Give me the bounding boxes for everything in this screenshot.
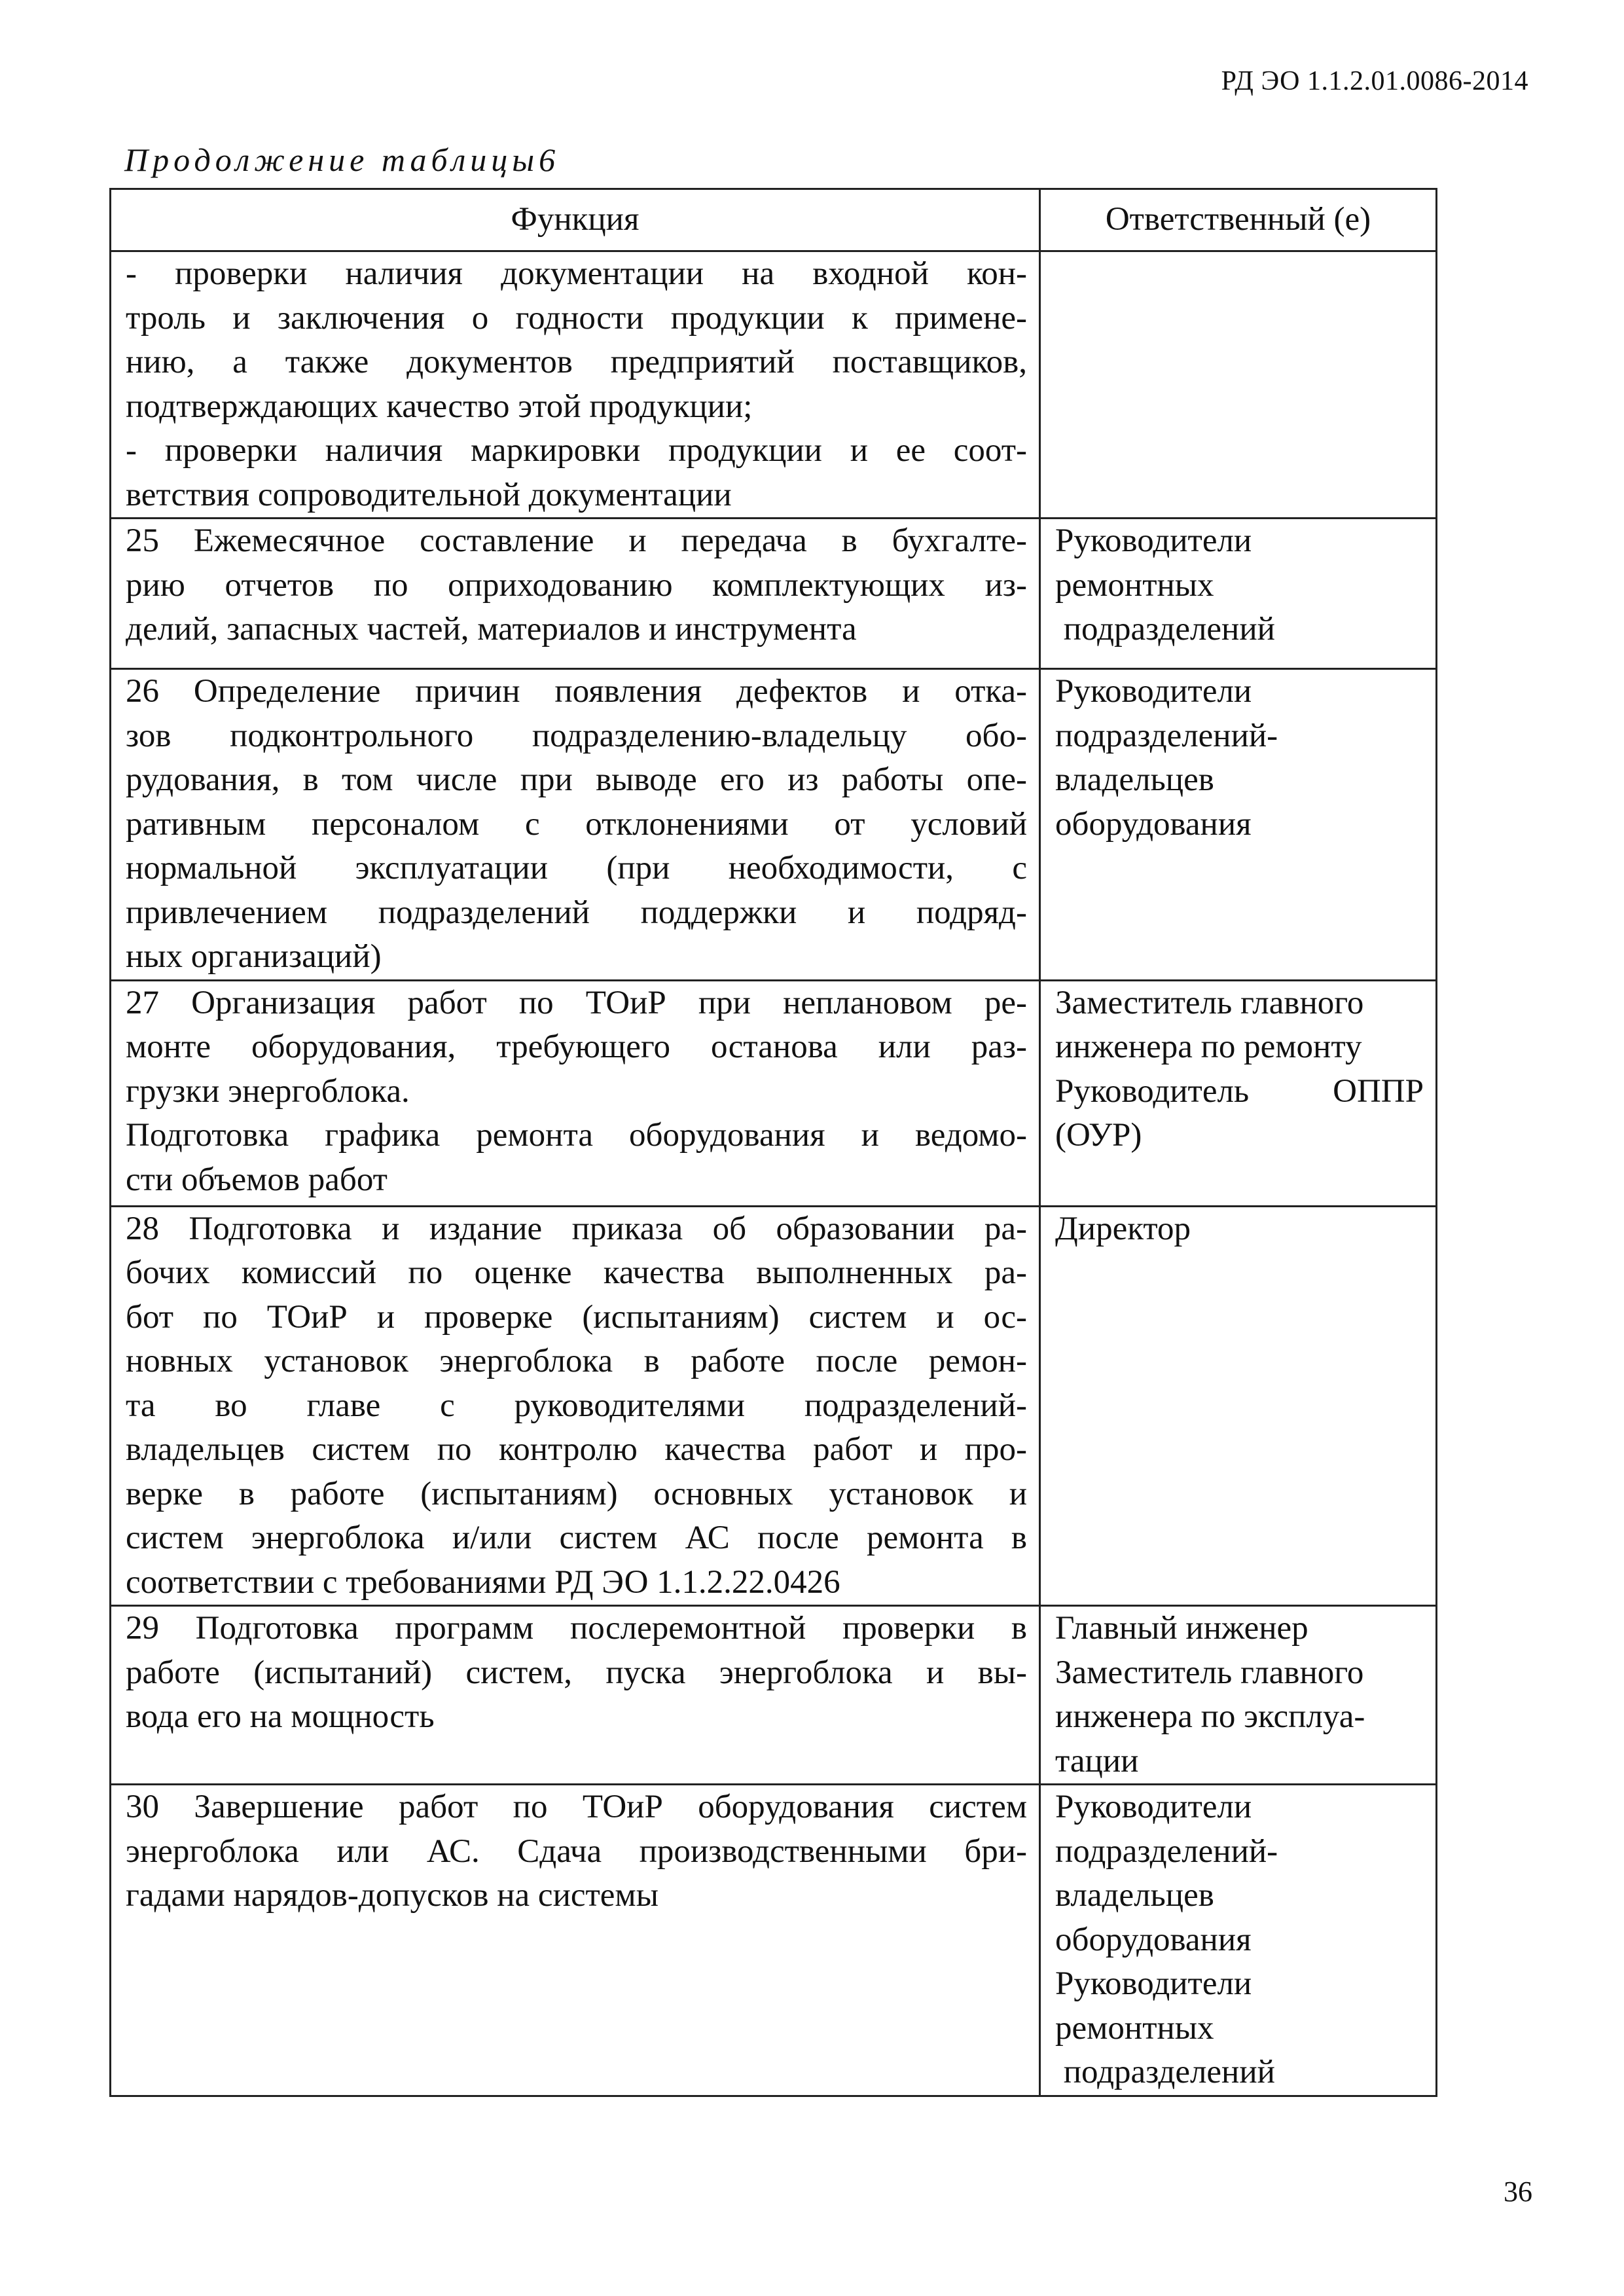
responsible-text-line: инженера по ремонту (1055, 1029, 1362, 1065)
table-row (111, 1785, 1437, 2096)
table-row (111, 1606, 1437, 1785)
responsible-cell (1040, 1785, 1437, 2096)
function-text-line: нию, а также документов предприятий поставщиков, (126, 344, 1027, 380)
responsible-text-line: Руководители (1055, 1965, 1252, 2002)
function-text-line: - проверки наличия маркировки продукции и ее соот- (126, 432, 1027, 469)
function-text-line: монте оборудования, требующего останова или раз- (126, 1029, 1027, 1065)
function-text-line: 27 Организация работ по ТОиР при неплановом ре- (126, 984, 1027, 1021)
function-text-line: та во главе с руководителями подразделений- (126, 1387, 1027, 1424)
document-code: РД ЭО 1.1.2.01.0086-2014 (1221, 66, 1528, 96)
responsible-text-line: оборудования (1055, 805, 1252, 843)
responsible-cell (1040, 1206, 1437, 1606)
responsible-text-line: оборудования (1055, 1921, 1252, 1958)
function-text-line: систем энергоблока и/или систем АС после ремонта в (126, 1520, 1027, 1556)
function-text-line: Подготовка графика ремонта оборудования и ведомо- (126, 1117, 1027, 1154)
responsible-text-line: Руководитель ОППР (1055, 1072, 1424, 1110)
responsible-text-line: Руководители (1055, 522, 1252, 559)
function-text-line: энергоблока или АС. Сдача производственными бри- (126, 1832, 1027, 1870)
function-text-line: привлечением подразделений поддержки и подряд- (126, 894, 1027, 931)
function-text-line: верке в работе (испытаниям) основных установок и (126, 1475, 1027, 1512)
responsible-text-line: владельцев (1055, 761, 1214, 798)
responsible-text-line: Директор (1055, 1210, 1191, 1247)
responsible-text-line: владельцев (1055, 1877, 1214, 1914)
responsible-cell (1040, 251, 1437, 519)
table-body (111, 251, 1437, 2096)
table-row (111, 519, 1437, 669)
function-text-line: грузки энергоблока. (126, 1072, 410, 1110)
function-text-line: гадами нарядов-допусков на системы (126, 1877, 659, 1914)
function-text-line: соответствии с требованиями РД ЭО 1.1.2.22.0426 (126, 1563, 840, 1601)
function-text-line: зов подконтрольного подразделению-владельцу обо- (126, 717, 1027, 754)
responsible-text-line: Главный инженер (1055, 1610, 1308, 1647)
function-text-line: 29 Подготовка программ послеремонтной проверки в (126, 1610, 1027, 1647)
function-cell (111, 1785, 1040, 2096)
table-continuation-caption: Продолжение таблицы6 (124, 141, 560, 178)
function-text-line: 25 Ежемесячное составление и передача в бухгалте- (126, 522, 1027, 559)
function-cell (111, 251, 1040, 519)
function-text-line: 26 Определение причин появления дефектов и отка- (126, 673, 1027, 710)
table-row (111, 251, 1437, 519)
function-text-line: рию отчетов по оприходованию комплектующих из- (126, 566, 1027, 604)
function-text-line: нормальной эксплуатации (при необходимости, с (126, 850, 1027, 886)
responsibility-table (109, 188, 1437, 2097)
function-cell (111, 519, 1040, 669)
responsible-text-line: Руководители (1055, 1789, 1252, 1825)
function-text-line: бочих комиссий по оценке качества выполненных ра- (126, 1254, 1027, 1291)
function-cell (111, 1206, 1040, 1606)
table-header-row (111, 189, 1437, 251)
responsible-cell (1040, 669, 1437, 981)
function-text-line: делий, запасных частей, материалов и инструмента (126, 611, 857, 647)
function-text-line: бот по ТОиР и проверке (испытаниям) систем и ос- (126, 1298, 1027, 1336)
responsible-text-line: подразделений- (1055, 1832, 1278, 1870)
responsible-text-line: подразделений (1055, 611, 1275, 647)
table-row (111, 1206, 1437, 1606)
responsible-text-line: инженера по эксплуа- (1055, 1698, 1365, 1735)
function-text-line: троль и заключения о годности продукции к примене- (126, 299, 1027, 337)
column-header-function: Функция (111, 189, 1040, 251)
column-header-responsible: Ответственный (е) (1040, 189, 1437, 251)
table-row (111, 669, 1437, 981)
function-text-line: рудования, в том числе при выводе его из работы опе- (126, 761, 1027, 798)
function-text-line: ративным персоналом с отклонениями от условий (126, 805, 1027, 843)
responsible-text-line: тации (1055, 1742, 1139, 1779)
function-text-line: вода его на мощность (126, 1698, 435, 1735)
responsible-text-line: Заместитель главного (1055, 1654, 1364, 1691)
responsible-text-line: подразделений- (1055, 717, 1278, 754)
responsible-text-line: Заместитель главного (1055, 984, 1364, 1021)
function-cell (111, 980, 1040, 1206)
responsible-text-line: ремонтных (1055, 566, 1214, 604)
responsible-text-line: Руководители (1055, 673, 1252, 710)
function-text-line: ветствия сопроводительной документации (126, 476, 732, 513)
function-text-line: 30 Завершение работ по ТОиР оборудования систем (126, 1789, 1027, 1825)
table-row (111, 980, 1437, 1206)
function-text-line: работе (испытаний) систем, пуска энергоблока и вы- (126, 1654, 1027, 1691)
function-text-line: 28 Подготовка и издание приказа об образовании ра- (126, 1210, 1027, 1247)
responsible-text-line: (ОУР) (1055, 1117, 1142, 1154)
function-text-line: новных установок энергоблока в работе после ремон- (126, 1343, 1027, 1379)
function-text-line: ных организаций) (126, 938, 382, 975)
function-text-line: - проверки наличия документации на входной кон- (126, 255, 1027, 292)
responsible-text-line: подразделений (1055, 2054, 1275, 2090)
page-number: 36 (1504, 2176, 1532, 2208)
function-text-line: сти объемов работ (126, 1161, 388, 1198)
function-text-line: владельцев систем по контролю качества работ и про- (126, 1431, 1027, 1468)
function-cell (111, 1606, 1040, 1785)
responsible-text-line: ремонтных (1055, 2009, 1214, 2047)
responsible-cell (1040, 980, 1437, 1206)
responsible-cell (1040, 519, 1437, 669)
function-text-line: подтверждающих качество этой продукции; (126, 388, 753, 425)
responsible-cell (1040, 1606, 1437, 1785)
function-cell (111, 669, 1040, 981)
